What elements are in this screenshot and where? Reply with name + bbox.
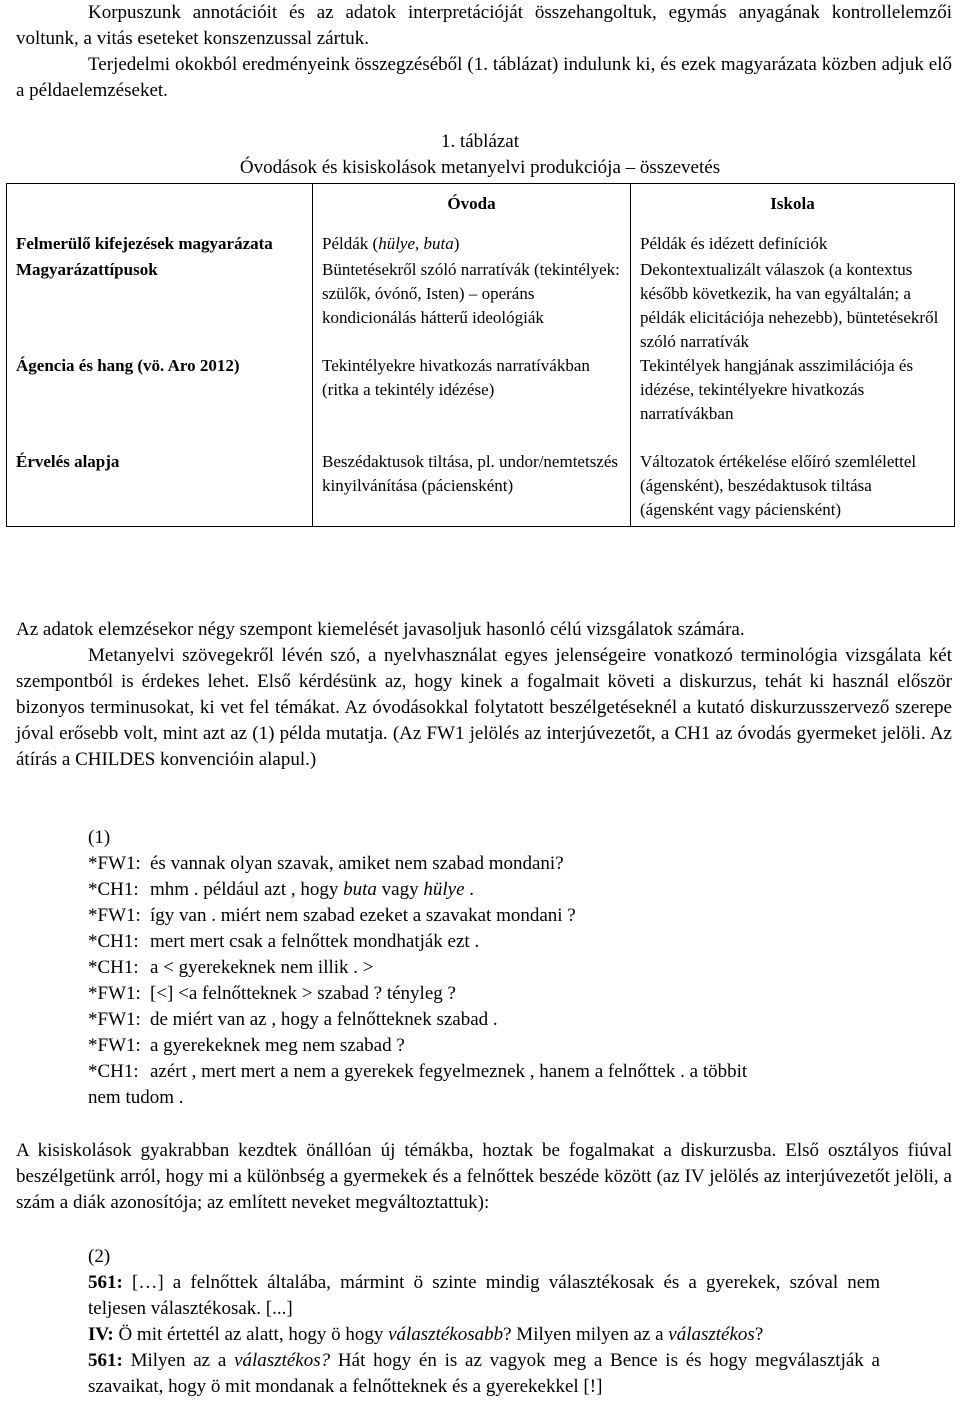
intro-p1: Korpuszunk annotációit és az adatok interpretációját összehangoltuk, egymás anyagának kontrollelemzői voltunk, a vitás eseteket konszenzussal zártuk. bbox=[16, 2, 952, 49]
example-1-lines bbox=[88, 851, 948, 1085]
transcript-line bbox=[88, 1007, 948, 1033]
turn-italic: választékosabb bbox=[388, 1324, 504, 1345]
utterance-text: mhm . például azt , hogy bbox=[150, 879, 344, 900]
utterance-text: így van . miért nem szabad ezeket a szavakat mondani ? bbox=[150, 905, 576, 926]
cell-ovoda: Példák (hülye, buta) bbox=[313, 222, 631, 256]
table-row bbox=[7, 222, 955, 256]
utterance-italic: buta bbox=[343, 879, 377, 900]
example-1-tail: nem tudom . bbox=[88, 1087, 184, 1108]
table-header-row bbox=[7, 184, 955, 223]
transcript-line bbox=[88, 903, 948, 929]
turn-text: Milyen az a bbox=[122, 1350, 235, 1371]
body-paragraph-2 bbox=[16, 1138, 952, 1216]
utterance-text: [<] <a felnőtteknek > szabad ? tényleg ? bbox=[150, 983, 456, 1004]
table-row bbox=[7, 256, 955, 354]
table-header-empty bbox=[7, 184, 313, 223]
body-p3: Az adatok elemzésekor négy szempont kiemelését javasoljuk hasonló célú vizsgálatok számára. bbox=[16, 619, 745, 640]
table-row bbox=[7, 450, 955, 527]
transcript-line bbox=[88, 851, 948, 877]
dialog-turn bbox=[88, 1348, 880, 1400]
row-label: Magyarázattípusok bbox=[7, 256, 313, 354]
speaker-code: *FW1: bbox=[88, 1035, 141, 1056]
utterance-italic: hülye bbox=[423, 879, 465, 900]
utterance-text: vagy bbox=[376, 879, 424, 900]
cell-ovoda: Tekintélyekre hivatkozás narratívákban (ritka a tekintély idézése) bbox=[313, 354, 631, 450]
cell-ovoda: Beszédaktusok tiltása, pl. undor/nemtetszés kinyilvánítása (páciensként) bbox=[313, 450, 631, 527]
speaker-id: IV: bbox=[88, 1324, 114, 1345]
transcript-line bbox=[88, 1059, 948, 1085]
table-header-ovoda: Óvoda bbox=[313, 184, 631, 223]
turn-text: Ö mit értettél az alatt, hogy ö hogy bbox=[113, 1324, 389, 1345]
table-header-iskola: Iskola bbox=[631, 184, 955, 223]
example-number: (2) bbox=[88, 1246, 111, 1267]
utterance-text: mert mert csak a felnőttek mondhatják ezt . bbox=[150, 931, 480, 952]
body-paragraph bbox=[16, 617, 952, 773]
body-p4: Metanyelvi szövegekről lévén szó, a nyelvhasználat egyes jelenségeire vonatkozó terminológia vizsgálata két szempontból is érdekes lehet. Első kérdésünk az, hogy kinek a fogalmait követi a diskurzus, tehát ki használ először bizonyos terminusokat, ki vet fel témákat. Az óvodásokkal folytatott beszélgetéseknél a kutató diskurzusszervező szerepe jóval erősebb volt, mint azt az (1) példa mutatja. (Az FW1 jelölés az interjúvezetőt, a CH1 az óvodás gyermeket jelöli. Az átírás a CHILDES konvencióin alapul.) bbox=[16, 645, 952, 770]
table-title: Óvodások és kisiskolások metanyelvi produkciója – összevetés bbox=[239, 157, 721, 178]
speaker-code: *FW1: bbox=[88, 853, 141, 874]
utterance-text: és vannak olyan szavak, amiket nem szabad mondani? bbox=[150, 853, 564, 874]
speaker-code: *FW1: bbox=[88, 983, 141, 1004]
speaker-code: *CH1: bbox=[88, 1061, 139, 1082]
intro-paragraph bbox=[16, 0, 952, 104]
speaker-code: *CH1: bbox=[88, 931, 139, 952]
transcript-line bbox=[88, 929, 948, 955]
turn-italic: választékos? bbox=[234, 1350, 331, 1371]
transcript-line bbox=[88, 1033, 948, 1059]
utterance-text: a gyerekeknek meg nem szabad ? bbox=[150, 1035, 405, 1056]
dialog-turn bbox=[88, 1322, 880, 1348]
transcript-line bbox=[88, 955, 948, 981]
row-label: Érvelés alapja bbox=[7, 450, 313, 527]
turn-text: Hát hogy én is az vagyok meg a Bence is és hogy megválasztják a szavaikat, hogy ö mit mondanak a felnőtteknek és a gyerekekkel [!] bbox=[88, 1350, 880, 1397]
cell-ovoda-italic: hülye, buta bbox=[378, 234, 454, 253]
turn-text: ? bbox=[754, 1324, 764, 1345]
turn-italic: választékos bbox=[668, 1324, 755, 1345]
cell-ovoda: Büntetésekről szóló narratívák (tekintélyek: szülők, óvónő, Isten) – operáns kondicionálás hátterű ideológiák bbox=[313, 256, 631, 354]
speaker-id: 561: bbox=[88, 1350, 123, 1371]
example-number: (1) bbox=[88, 827, 111, 848]
utterance-text: a < gyerekeknek nem illik . > bbox=[150, 957, 374, 978]
cell-iskola: Dekontextualizált válaszok (a kontextus később következik, ha van egyáltalán; a példák elicitációja nehezebb), büntetésekről szóló narratívák bbox=[631, 256, 955, 354]
utterance-text: azért , mert mert a nem a gyerekek fegyelmeznek , hanem a felnőttek . a többit bbox=[150, 1061, 748, 1082]
speaker-code: *FW1: bbox=[88, 905, 141, 926]
cell-iskola: Változatok értékelése előíró szemlélettel (ágensként), beszédaktusok tiltása (ágensként vagy páciensként) bbox=[631, 450, 955, 527]
intro-p2: Terjedelmi okokból eredményeink összegzéséből (1. táblázat) indulunk ki, és ezek magyarázata közben adjuk elő a példaelemzéseket. bbox=[16, 54, 952, 101]
speaker-code: *FW1: bbox=[88, 1009, 141, 1030]
row-label: Felmerülő kifejezések magyarázata bbox=[7, 222, 313, 256]
transcript-line bbox=[88, 877, 948, 903]
cell-iskola: Tekintélyek hangjának asszimilációja és idézése, tekintélyekre hivatkozás narratívákban bbox=[631, 354, 955, 450]
transcript-line bbox=[88, 981, 948, 1007]
example-1 bbox=[88, 825, 948, 1111]
dialog-turn bbox=[88, 1270, 880, 1322]
turn-text: ? Milyen milyen az a bbox=[503, 1324, 669, 1345]
speaker-code: *CH1: bbox=[88, 957, 139, 978]
table-row bbox=[7, 354, 955, 450]
cell-iskola: Példák és idézett definíciók bbox=[631, 222, 955, 256]
body-p5: A kisiskolások gyakrabban kezdtek önállóan új témákba, hoztak be fogalmakat a diskurzusba. Első osztályos fiúval beszélgetünk arról, hogy mi a különbség a gyermekek és a felnőttek beszéde között (az IV jelölés az interjúvezetőt jelöli, a szám a diák azonosítója; az említett neveket megváltoztattuk): bbox=[16, 1140, 952, 1213]
utterance-text: de miért van az , hogy a felnőtteknek szabad . bbox=[150, 1009, 498, 1030]
utterance-text: . bbox=[464, 879, 475, 900]
turn-text: […] a felnőttek általába, mármint ö szinte mindig választékosak és a gyerekek, szóval nem teljesen választékosak. [...] bbox=[88, 1272, 880, 1319]
comparison-table bbox=[6, 183, 955, 527]
speaker-code: *CH1: bbox=[88, 879, 139, 900]
row-label: Ágencia és hang (vö. Aro 2012) bbox=[7, 354, 313, 450]
table-number: 1. táblázat bbox=[440, 131, 520, 152]
example-2 bbox=[88, 1244, 880, 1400]
speaker-id: 561: bbox=[88, 1272, 123, 1293]
